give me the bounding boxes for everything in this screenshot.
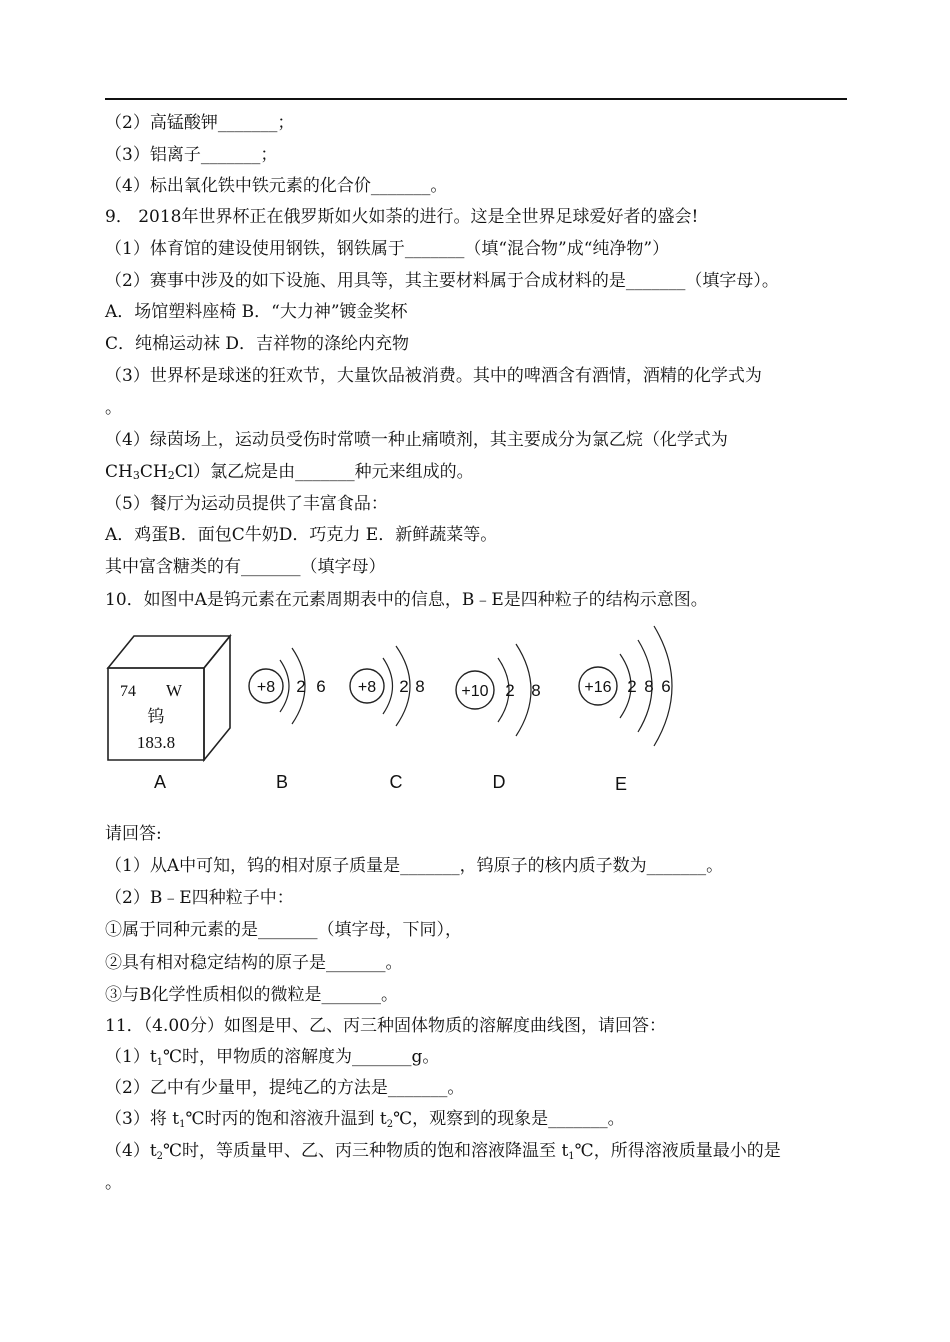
nucleus-e-charge: +16 bbox=[584, 679, 612, 696]
shell-e-2-count: 8 bbox=[644, 677, 654, 696]
element-name: 钨 bbox=[147, 707, 165, 727]
line-q11-4: （4）t2℃时，等质量甲、乙、丙三种物质的饱和溶液降温至 t1℃，所得溶液质量最小的是 bbox=[105, 1141, 781, 1162]
shell-b-1-count: 2 bbox=[296, 677, 306, 696]
line-q11-1: （1）t1℃时，甲物质的溶解度为_______g。 bbox=[105, 1047, 440, 1068]
line-q9-1: （1）体育馆的建设使用钢铁，钢铁属于_______（填“混合物”成“纯净物”） bbox=[105, 239, 670, 259]
line-q9-5-options: A．鸡蛋B．面包C牛奶D．巧克力 E．新鲜蔬菜等。 bbox=[105, 525, 498, 545]
nucleus-c-charge: +8 bbox=[357, 679, 377, 696]
line-q9-5-ask: 其中富含糖类的有_______（填字母） bbox=[105, 557, 386, 577]
line-q9-3: （3）世界杯是球迷的狂欢节，大量饮品被消费。其中的啤酒含有酒情，酒精的化学式为 bbox=[105, 366, 762, 386]
line-q9-3-end: 。 bbox=[105, 398, 122, 418]
line-q11-4-end: 。 bbox=[105, 1173, 122, 1193]
line-q10-2-b: ②具有相对稳定结构的原子是_______。 bbox=[105, 953, 403, 973]
particle-e bbox=[579, 626, 672, 794]
figure-label-b: B bbox=[275, 772, 289, 792]
particle-c bbox=[350, 646, 425, 792]
particle-d bbox=[456, 644, 541, 792]
line-q9-2: （2）赛事中涉及的如下设施、用具等，其主要材料属于合成材料的是_______（填字母）。 bbox=[105, 271, 779, 291]
line-q11-3: （3）将 t1℃时丙的饱和溶液升温到 t2℃，观察到的现象是_______。 bbox=[105, 1109, 625, 1130]
element-mass: 183.8 bbox=[136, 733, 176, 752]
structure-figure bbox=[100, 618, 700, 803]
line-q11-stem: 11．（4.00分）如图是甲、乙、丙三种固体物质的溶解度曲线图，请回答： bbox=[105, 1016, 666, 1036]
shell-d-1-count: 2 bbox=[505, 681, 515, 700]
nucleus-d-charge: +10 bbox=[461, 683, 489, 700]
line-q8-4: （4）标出氧化铁中铁元素的化合价_______。 bbox=[105, 176, 448, 196]
element-symbol: W bbox=[166, 681, 183, 700]
line-q8-2: （2）高锰酸钾_______； bbox=[105, 113, 295, 133]
shell-c-2-count: 8 bbox=[415, 677, 425, 696]
shell-b-1 bbox=[280, 660, 289, 712]
figure-label-d: D bbox=[492, 772, 506, 792]
line-q8-3: （3）铝离子_______； bbox=[105, 145, 278, 165]
cube-side bbox=[204, 636, 230, 760]
line-q10-stem: 10．如图中A是钨元素在元素周期表中的信息，B﹣E是四种粒子的结构示意图。 bbox=[105, 590, 708, 610]
line-q9-4-formula: CH3CH2Cl）氯乙烷是由_______种元来组成的。 bbox=[105, 462, 474, 482]
shell-e-3-count: 6 bbox=[661, 677, 671, 696]
figure-label-c: C bbox=[389, 772, 403, 792]
shell-e-1-count: 2 bbox=[627, 677, 637, 696]
nucleus-b-charge: +8 bbox=[256, 679, 276, 696]
figure-label-a: A bbox=[153, 772, 167, 792]
line-q11-2: （2）乙中有少量甲，提纯乙的方法是_______。 bbox=[105, 1078, 465, 1098]
line-q9-2-cd: C．纯棉运动袜 D．吉祥物的涤纶内充物 bbox=[105, 334, 410, 354]
shell-d-2-count: 8 bbox=[531, 681, 541, 700]
line-q9-5: （5）餐厅为运动员提供了丰富食品： bbox=[105, 494, 388, 514]
line-q9-2-ab: A．场馆塑料座椅 B．“大力神”镀金奖杯 bbox=[105, 302, 408, 322]
particle-b bbox=[249, 648, 326, 792]
line-q10-ask: 请回答: bbox=[105, 824, 162, 844]
line-q10-1: （1）从A中可知，钨的相对原子质量是_______，钨原子的核内质子数为_______。 bbox=[105, 856, 724, 876]
line-q10-2-c: ③与B化学性质相似的微粒是_______。 bbox=[105, 985, 398, 1005]
shell-b-2-count: 6 bbox=[316, 677, 326, 696]
shell-c-1-count: 2 bbox=[399, 677, 409, 696]
line-q10-2: （2）B﹣E四种粒子中： bbox=[105, 888, 294, 908]
figure-label-e: E bbox=[614, 774, 628, 794]
shell-d-2 bbox=[516, 644, 531, 736]
line-q9-4: （4）绿茵场上，运动员受伤时常喷一种止痛喷剂，其主要成分为氯乙烷（化学式为 bbox=[105, 430, 728, 450]
cube-top bbox=[108, 636, 230, 668]
line-q9-stem: 9． 2018年世界杯正在俄罗斯如火如荼的进行。这是全世界足球爱好者的盛会! bbox=[105, 207, 699, 227]
element-number: 74 bbox=[120, 683, 136, 700]
header-rule bbox=[105, 98, 847, 100]
line-q10-2-a: ①属于同种元素的是_______（填字母，下同）， bbox=[105, 920, 462, 940]
